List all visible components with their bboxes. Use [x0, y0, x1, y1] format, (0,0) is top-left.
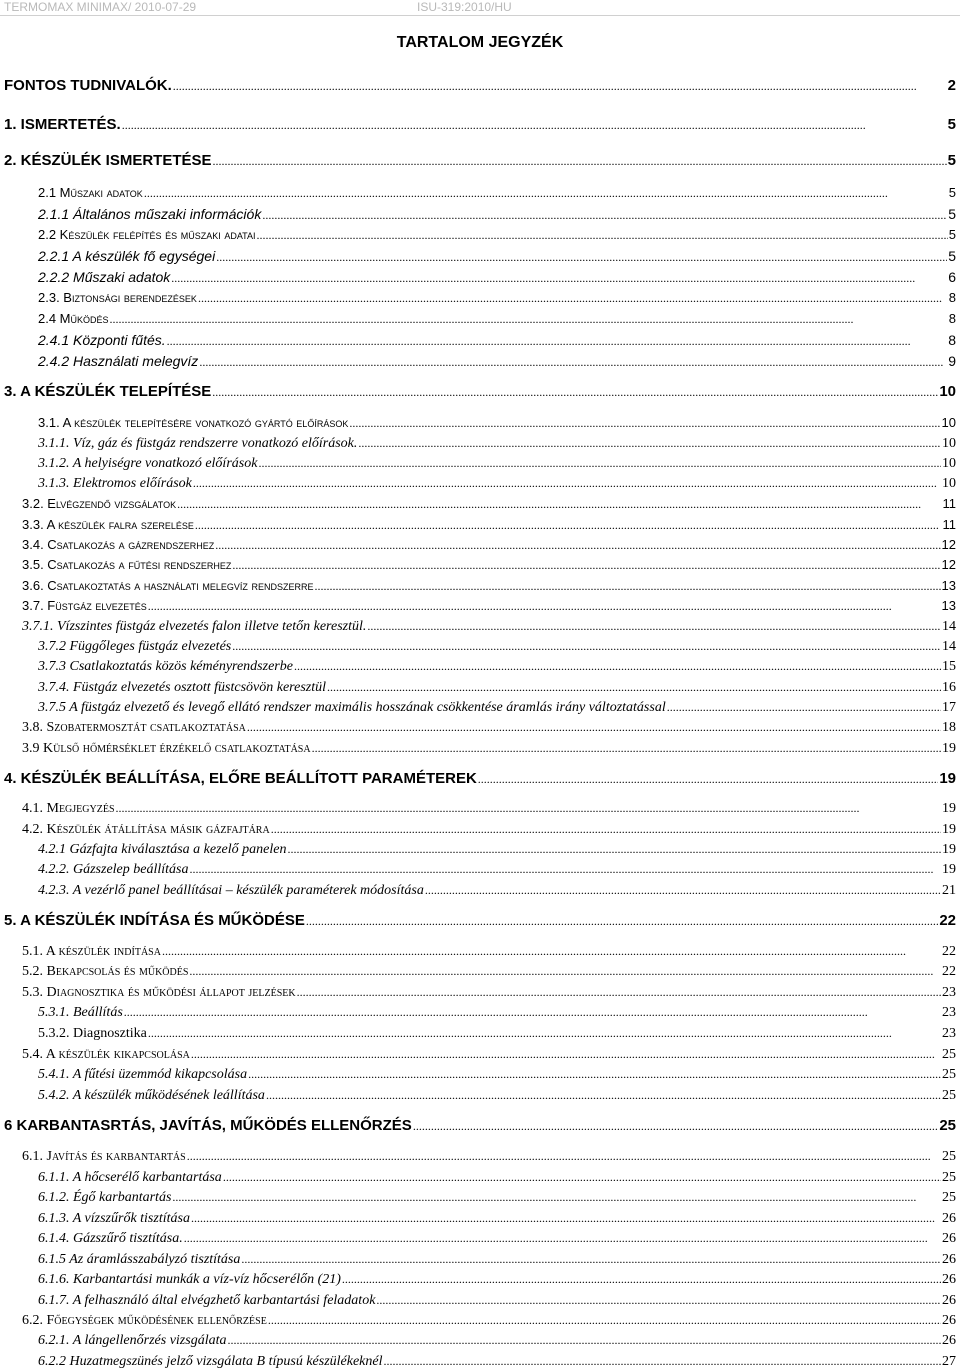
toc-entry[interactable]: [22, 558, 956, 571]
toc-entry-page-number: 5: [948, 206, 956, 222]
toc-entry-page-number: 8: [948, 290, 956, 305]
toc-leader-dots: [223, 1171, 941, 1185]
toc-leader-dots: [258, 457, 941, 471]
toc-entry-title: 6 KARBANTASRTÁS, JAVÍTÁS, MŰKÖDÉS ELLENŐRZÉS: [4, 1117, 412, 1134]
toc-entry-title: 6.2.1. A lángellenőrzés vizsgálata: [38, 1333, 227, 1348]
toc-entry-title: 3.9 Külső hőmérséklet érzékelő csatlakoztatása: [22, 741, 311, 756]
toc-entry-title: 6.1.2. Égő karbantartás: [38, 1190, 172, 1205]
toc-entry[interactable]: [38, 437, 956, 451]
toc-entry-title: 2.1.1 Általános műszaki információk: [38, 206, 262, 222]
toc-entry[interactable]: [22, 599, 956, 612]
toc-entry-page-number: 19: [942, 862, 956, 877]
toc-leader-dots: [195, 518, 942, 531]
toc-entry[interactable]: [22, 579, 956, 592]
toc-entry[interactable]: [22, 802, 956, 816]
toc-leader-dots: [271, 823, 941, 837]
toc-entry[interactable]: [38, 416, 956, 429]
toc-entry-page-number: 2: [947, 77, 956, 94]
toc-leader-dots: [297, 986, 941, 1000]
toc-entry[interactable]: [4, 1118, 956, 1133]
toc-entry-page-number: 22: [942, 964, 956, 979]
toc-leader-dots: [248, 1068, 941, 1082]
toc-entry-title: 3.1.3. Elektromos előírások: [38, 476, 192, 491]
toc-entry-page-number: 22: [942, 944, 956, 959]
toc-leader-dots: [171, 270, 947, 284]
toc-entry-title: 1. ISMERTETÉS.: [4, 116, 121, 133]
toc-leader-dots: [116, 802, 942, 816]
toc-leader-dots: [124, 1006, 941, 1020]
toc-entry-title: 2.4.1 Központi fűtés.: [38, 332, 166, 348]
toc-leader-dots: [257, 228, 948, 241]
toc-entry-page-number: 25: [942, 1067, 956, 1082]
toc-entry-title: 2. KÉSZÜLÉK ISMERTETÉSE: [4, 152, 212, 169]
toc-entry-title: 5.3.1. Beállítás: [38, 1005, 123, 1020]
toc-entry-page-number: 8: [948, 311, 956, 326]
toc-entry-title: 3.8. Szobatermosztát csatlakoztatása: [22, 720, 246, 735]
toc-entry[interactable]: [38, 186, 956, 199]
toc-entry[interactable]: [38, 354, 956, 368]
toc-entry-title: 6.2.2 Huzatmegszünés jelző vizsgálata B típusú készülékeknél: [38, 1354, 383, 1369]
toc-leader-dots: [191, 1048, 941, 1062]
toc-entry-title: 2.3. Biztonsági berendezések: [38, 290, 197, 305]
toc-entry[interactable]: [38, 640, 956, 654]
toc-entry[interactable]: [38, 863, 956, 877]
toc-leader-dots: [287, 843, 941, 857]
toc-leader-dots: [213, 153, 947, 168]
toc-entry-title: 4.1. Megjegyzés: [22, 801, 115, 816]
toc-entry-title: 6.1.1. A hőcserélő karbantartása: [38, 1170, 222, 1185]
toc-entry[interactable]: [22, 742, 956, 756]
toc-entry-title: 3.7.1. Vízszintes füstgáz elvezetés falon illetve tetőn keresztül.: [22, 619, 367, 634]
toc-entry-title: 2.4.2 Használati melegvíz: [38, 353, 199, 369]
toc-entry-page-number: 5: [947, 116, 956, 133]
toc-entry-page-number: 5: [948, 185, 956, 200]
toc-entry[interactable]: [22, 497, 956, 510]
toc-entry[interactable]: [38, 1089, 956, 1103]
toc-entry[interactable]: [22, 986, 956, 1000]
toc-entry[interactable]: [38, 1068, 956, 1082]
toc-entry-title: 3.6. Csatlakoztatás a használati melegvíz rendszerre: [22, 578, 314, 593]
toc-leader-dots: [191, 1212, 941, 1226]
toc-entry-page-number: 5: [947, 152, 956, 169]
toc-entry-title: 3.7.2 Függőleges füstgáz elvezetés: [38, 639, 232, 654]
toc-entry-page-number: 26: [942, 1293, 956, 1308]
toc-entry-title: 6.1.6. Karbantartási munkák a víz-víz hőcserélőn (21): [38, 1272, 341, 1287]
toc-entry-title: 5.3.2. Diagnosztika: [38, 1026, 147, 1041]
toc-leader-dots: [327, 681, 941, 695]
toc-entry[interactable]: [22, 620, 956, 634]
toc-leader-dots: [241, 1253, 941, 1267]
toc-leader-dots: [198, 291, 948, 304]
toc-leader-dots: [268, 1314, 941, 1328]
toc-entry-title: 6.1.3. A vízszűrők tisztítása: [38, 1211, 190, 1226]
toc-leader-dots: [247, 721, 941, 735]
toc-entry[interactable]: [38, 843, 956, 857]
toc-entry[interactable]: [38, 333, 956, 347]
toc-entry[interactable]: [4, 771, 956, 786]
toc-entry-page-number: 25: [939, 1117, 956, 1134]
toc-entry-page-number: 22: [939, 912, 956, 929]
toc-entry[interactable]: [38, 1273, 956, 1287]
toc-entry-title: 4. KÉSZÜLÉK BEÁLLÍTÁSA, ELŐRE BEÁLLÍTOTT PARAMÉTEREK: [4, 770, 477, 787]
toc-entry-page-number: 19: [942, 741, 956, 756]
toc-entry-page-number: 26: [942, 1272, 956, 1287]
toc-leader-dots: [110, 312, 948, 325]
toc-entry-page-number: 21: [942, 883, 956, 898]
toc-entry-title: 3.7.5 A füstgáz elvezető és levegő ellátó rendszer maximális hosszának csökkentése áramlás irány változtatással: [38, 700, 666, 715]
toc-entry-page-number: 15: [942, 659, 956, 674]
toc-entry-page-number: 10: [939, 383, 956, 400]
toc-entry[interactable]: [38, 681, 956, 695]
toc-entry-title: FONTOS TUDNIVALÓK.: [4, 77, 172, 94]
toc-entry-page-number: 25: [942, 1170, 956, 1185]
toc-entry-page-number: 12: [941, 537, 956, 552]
header-right-text: ISU-319:2010/HU: [417, 0, 512, 14]
toc-entry-page-number: 25: [942, 1149, 956, 1164]
toc-entry-page-number: 25: [942, 1088, 956, 1103]
toc-entry-title: 6.1.7. A felhasználó által elvégzhető karbantartási feladatok: [38, 1293, 376, 1308]
toc-entry-page-number: 12: [941, 557, 956, 572]
toc-entry-page-number: 23: [942, 1005, 956, 1020]
toc-entry[interactable]: [4, 384, 956, 399]
toc-entry[interactable]: [38, 1027, 956, 1041]
toc-entry[interactable]: [38, 228, 956, 241]
toc-leader-dots: [193, 477, 941, 491]
toc-entry[interactable]: [38, 1232, 956, 1246]
toc-entry-page-number: 19: [939, 770, 956, 787]
toc-entry[interactable]: [4, 78, 956, 93]
toc-entry[interactable]: [38, 477, 956, 491]
toc-leader-dots: [358, 437, 941, 451]
toc-entry-page-number: 27: [942, 1354, 956, 1369]
toc-entry[interactable]: [38, 884, 956, 898]
toc-entry[interactable]: [22, 518, 956, 531]
toc-entry[interactable]: [22, 1150, 956, 1164]
toc-leader-dots: [215, 538, 940, 551]
toc-entry[interactable]: [38, 1171, 956, 1185]
toc-entry[interactable]: [38, 1355, 956, 1369]
toc-entry-title: 4.2.2. Gázszelep beállítása: [38, 862, 189, 877]
toc-leader-dots: [262, 207, 947, 221]
toc-entry-page-number: 11: [942, 496, 956, 511]
toc-entry[interactable]: [4, 153, 956, 168]
toc-entry-page-number: 10: [941, 415, 956, 430]
toc-leader-dots: [167, 333, 948, 347]
toc-leader-dots: [148, 1027, 941, 1041]
toc-entry[interactable]: [22, 721, 956, 735]
toc-leader-dots: [144, 186, 948, 199]
toc-entry-page-number: 26: [942, 1252, 956, 1267]
toc-entry-title: 3.3. A készülék falra szerelése: [22, 517, 194, 532]
toc-entry-page-number: 17: [942, 700, 956, 715]
toc-entry[interactable]: [38, 270, 956, 284]
toc-entry-page-number: 14: [942, 619, 956, 634]
toc-entry-title: 3.2. Elvégzendő vizsgálatok: [22, 496, 177, 511]
toc-leader-dots: [148, 599, 941, 612]
toc-leader-dots: [184, 1232, 941, 1246]
toc-leader-dots: [349, 416, 940, 429]
toc-entry-page-number: 13: [941, 578, 956, 593]
toc-leader-dots: [227, 1334, 941, 1348]
toc-entry-page-number: 18: [942, 720, 956, 735]
toc-leader-dots: [232, 558, 940, 571]
toc-leader-dots: [199, 354, 947, 368]
toc-leader-dots: [413, 1118, 939, 1133]
toc-entry-title: 2.2.2 Műszaki adatok: [38, 269, 171, 285]
toc-entry-page-number: 14: [942, 639, 956, 654]
toc-entry-title: 4.2. Készülék átállítása másik gázfajtára: [22, 822, 270, 837]
toc-leader-dots: [177, 497, 941, 510]
toc-leader-dots: [342, 1273, 941, 1287]
toc-entry-page-number: 16: [942, 680, 956, 695]
toc-entry-page-number: 19: [942, 822, 956, 837]
toc-leader-dots: [367, 620, 941, 634]
toc-leader-dots: [306, 913, 938, 928]
toc-entry-page-number: 26: [942, 1333, 956, 1348]
toc-leader-dots: [425, 884, 941, 898]
toc-entry-title: 6.1.4. Gázszűrő tisztítása.: [38, 1231, 183, 1246]
toc-entry-title: 3.7.3 Csatlakoztatás közös kéményrendszerbe: [38, 659, 293, 674]
toc-entry-title: 3.4. Csatlakozás a gázrendszerhez: [22, 537, 215, 552]
toc-entry-page-number: 23: [942, 985, 956, 1000]
toc-entry-page-number: 25: [942, 1190, 956, 1205]
toc-entry[interactable]: [4, 117, 956, 132]
toc-entry-page-number: 10: [942, 436, 956, 451]
toc-entry[interactable]: [38, 1334, 956, 1348]
toc-entry-title: 3.5. Csatlakozás a fűtési rendszerhez: [22, 557, 232, 572]
toc-leader-dots: [212, 384, 938, 399]
toc-leader-dots: [189, 965, 941, 979]
toc-entry-title: 5.2. Bekapcsolás és működés: [22, 964, 189, 979]
toc-leader-dots: [216, 249, 947, 263]
toc-entry-page-number: 23: [942, 1026, 956, 1041]
toc-entry[interactable]: [22, 945, 956, 959]
toc-entry[interactable]: [38, 207, 956, 221]
toc-entry-page-number: 8: [948, 332, 956, 348]
toc-entry-title: 6.1. Javítás és karbantartás: [22, 1149, 186, 1164]
toc-entry-title: 5.4. A készülék kikapcsolása: [22, 1047, 190, 1062]
toc-entry-title: 4.2.3. A vezérlő panel beállításai – készülék paraméterek módosítása: [38, 883, 424, 898]
toc-entry[interactable]: [22, 965, 956, 979]
toc-leader-dots: [122, 117, 947, 132]
toc-entry[interactable]: [38, 249, 956, 263]
toc-leader-dots: [478, 771, 939, 786]
toc-entry[interactable]: [38, 1006, 956, 1020]
toc-entry[interactable]: [22, 1048, 956, 1062]
toc-entry-page-number: 5: [948, 248, 956, 264]
toc-entry[interactable]: [38, 291, 956, 304]
toc-entry[interactable]: [22, 538, 956, 551]
toc-entry-title: 5.4.1. A fűtési üzemmód kikapcsolása: [38, 1067, 248, 1082]
toc-entry[interactable]: [38, 701, 956, 715]
toc-entry-page-number: 25: [942, 1047, 956, 1062]
toc-leader-dots: [376, 1294, 941, 1308]
toc-entry-page-number: 5: [948, 227, 956, 242]
header-left-text: TERMOMAX MINIMAX/ 2010-07-29: [4, 0, 197, 14]
toc-leader-dots: [315, 579, 941, 592]
toc-leader-dots: [384, 1355, 941, 1369]
toc-entry-title: 6.1.5 Az áramlásszabályzó tisztítása: [38, 1252, 241, 1267]
toc-leader-dots: [266, 1089, 941, 1103]
toc-leader-dots: [190, 863, 942, 877]
toc-entry-title: 3.7.4. Füstgáz elvezetés osztott füstcsövön keresztül: [38, 680, 326, 695]
toc-entry[interactable]: [4, 913, 956, 928]
toc-entry[interactable]: [38, 457, 956, 471]
toc-entry-title: 2.2 Készülék felépítés és műszaki adatai: [38, 227, 256, 242]
toc-leader-dots: [312, 742, 941, 756]
toc-entry-title: 5.3. Diagnosztika és működési állapot jelzések: [22, 985, 296, 1000]
toc-entry-page-number: 10: [942, 476, 956, 491]
toc-entry-title: 5.1. A készülék indítása: [22, 944, 161, 959]
toc-entry-title: 2.2.1 A készülék fő egységei: [38, 248, 216, 264]
toc-leader-dots: [232, 640, 941, 654]
toc-entry-title: 3.1.2. A helyiségre vonatkozó előírások: [38, 456, 258, 471]
toc-entry-title: 4.2.1 Gázfajta kiválasztása a kezelő panelen: [38, 842, 287, 857]
page-title: TARTALOM JEGYZÉK: [396, 34, 564, 51]
toc-entry-page-number: 26: [942, 1211, 956, 1226]
toc-leader-dots: [172, 1191, 941, 1205]
toc-entry-title: 5. A KÉSZÜLÉK INDÍTÁSA ÉS MŰKÖDÉSE: [4, 912, 305, 929]
toc-entry-title: 3.1. A készülék telepítésére vonatkozó gyártó előírások: [38, 415, 349, 430]
toc-entry[interactable]: [22, 1314, 956, 1328]
toc-entry-title: 3.7. Füstgáz elvezetés: [22, 598, 147, 613]
toc-entry[interactable]: [38, 312, 956, 325]
toc-entry[interactable]: [38, 660, 956, 674]
toc-entry-page-number: 10: [942, 456, 956, 471]
toc-entry-title: 3.1.1. Víz, gáz és füstgáz rendszerre vonatkozó előírások.: [38, 436, 358, 451]
toc-entry-title: 2.1 Műszaki adatok: [38, 185, 143, 200]
toc-entry-page-number: 19: [942, 842, 956, 857]
toc-entry-page-number: 13: [941, 598, 956, 613]
toc-leader-dots: [173, 78, 947, 93]
toc-leader-dots: [187, 1150, 941, 1164]
toc-leader-dots: [162, 945, 941, 959]
toc-entry-title: 6.2. Főegységek működésének ellenőrzése: [22, 1313, 267, 1328]
toc-entry[interactable]: [38, 1212, 956, 1226]
toc-entry[interactable]: [38, 1294, 956, 1308]
toc-entry-page-number: 19: [942, 801, 956, 816]
toc-entry-title: 3. A KÉSZÜLÉK TELEPÍTÉSE: [4, 383, 212, 400]
toc-entry[interactable]: [38, 1191, 956, 1205]
toc-leader-dots: [294, 660, 941, 674]
toc-entry-page-number: 11: [942, 517, 956, 532]
toc-entry-page-number: 26: [942, 1313, 956, 1328]
toc-entry-page-number: 26: [942, 1231, 956, 1246]
toc-entry[interactable]: [38, 1253, 956, 1267]
toc-entry-page-number: 9: [948, 353, 956, 369]
toc-entry-title: 5.4.2. A készülék működésének leállítása: [38, 1088, 265, 1103]
toc-leader-dots: [667, 701, 941, 715]
toc-entry-title: 2.4 Működés: [38, 311, 109, 326]
toc-entry-page-number: 6: [948, 269, 956, 285]
toc-entry[interactable]: [22, 823, 956, 837]
